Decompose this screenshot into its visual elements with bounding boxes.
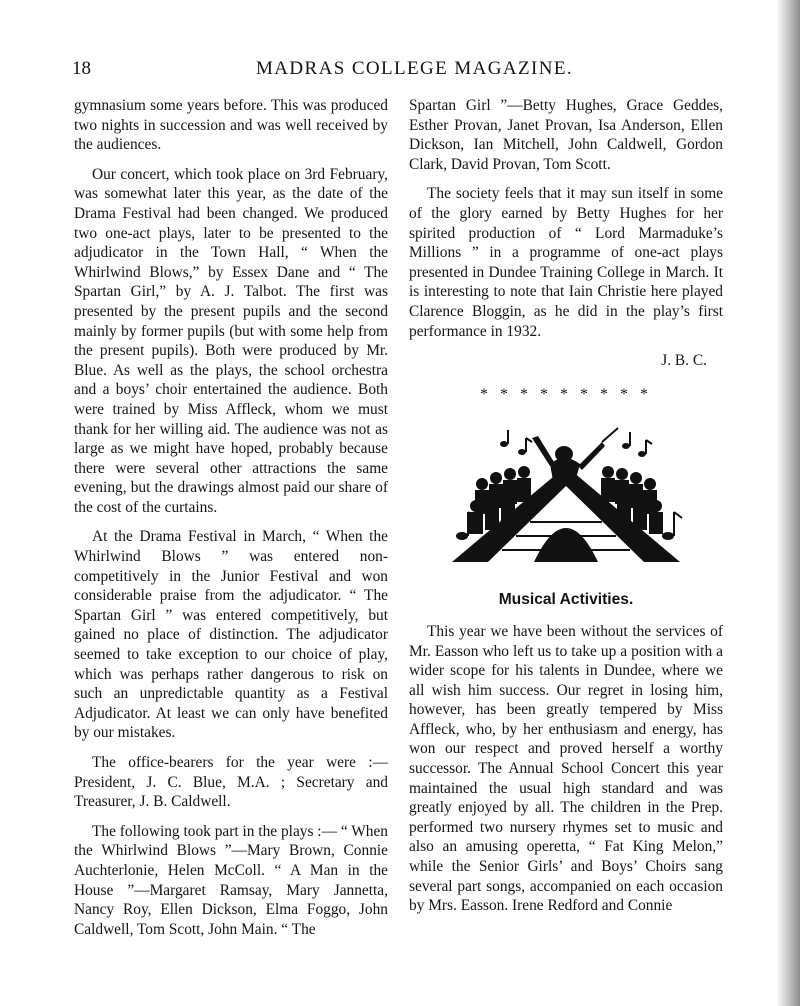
page-header xyxy=(72,58,722,82)
paragraph-society: The society feels that it may sun itself in some of the glory earned by Betty Hughes for her spirited production of “ Lord Marmaduke’s Millions ” in a programme of one-act plays presented in Dundee Training College in March. It is interesting to note that Iain Christie here played Clarence Bloggin, as he did in the play’s first performance in 1932. xyxy=(409,185,723,340)
left-column xyxy=(74,96,388,949)
asterisk-separator: * * * * * * * * * xyxy=(480,385,652,403)
page-edge-shadow xyxy=(776,0,800,1006)
paragraph-drama-festival: At the Drama Festival in March, “ When the Whirlwind Blows ” was entered non-competitively in the Junior Festival and won considerable praise from the adjudicator. “ The Spartan Girl ” was entered competitively, but gained no place of distinction. The adjudicator seemed to take exception to our choice of play, which was perhaps rather dangerous to risk on such an unpredictable quantity as a Festival Adjudicator. At least we can only have benefited by our mistakes. xyxy=(74,528,388,742)
conductor-and-choir-woodcut-icon xyxy=(442,424,690,564)
paragraph-spartan-cast: Spartan Girl ”—Betty Hughes, Grace Geddes, Esther Provan, Janet Provan, Isa Anderson, Ellen Dickson, Ian Mitchell, John Caldwell, Gordon Clark, David Provan, Tom Scott. xyxy=(409,97,723,173)
paragraph-musical-activities: This year we have been without the services of Mr. Easson who left us to take up a position with a wider scope for his talents in Dundee, where we all wish him success. Our regret in losing him, however, has been greatly tempered by Miss Affleck, who, by her enthusiasm and energy, has won our respect and proved herself a worthy successor. The Annual School Concert this year maintained the usual high standard and was greatly enjoyed by all. The children in the Prep. performed two nursery rhymes set to music and also an amusing operetta, “ Fat King Melon,” while the Senior Girls’ and Boys’ Choirs sang several part songs, accompanied on each occasion by Mrs. Easson. Irene Redford and Connie xyxy=(409,622,723,915)
signature: J. B. C. xyxy=(661,352,707,370)
paragraph-office-bearers: The office-bearers for the year were :— President, J. C. Blue, M.A. ; Secretary and Treasurer, J. B. Caldwell. xyxy=(74,754,388,811)
paragraph-cast-list: The following took part in the plays :— “ When the Whirlwind Blows ”—Mary Brown, Connie Auchterlonie, Helen McColl. “ A Man in the House ”—Margaret Ramsay, Mary Jannetta, Nancy Roy, Ellen Dickson, Elma Foggo, John Caldwell, Tom Scott, John Main. “ The xyxy=(74,822,388,938)
right-column xyxy=(409,96,723,926)
magazine-title: MADRAS COLLEGE MAGAZINE. xyxy=(256,58,574,79)
paragraph-gymnasium: gymnasium some years before. This was produced two nights in succession and was well received by the audiences. xyxy=(74,97,388,154)
page-number: 18 xyxy=(72,58,91,79)
section-heading-musical-activities: Musical Activities. xyxy=(498,591,634,609)
paragraph-concert: Our concert, which took place on 3rd February, was somewhat later this year, as the date of the Drama Festival had been changed. We produced two one-act plays, later to be presented to the adjudicator in the Town Hall, “ When the Whirlwind Blows,” by Essex Dane and “ The Spartan Girl,” by A. J. Talbot. The first was presented by the present pupils and the second mainly by former pupils (but with some help from the present pupils). Both were produced by Mr. Blue. As well as the plays, the school orchestra and a boys’ choir entertained the audience. Both were trained by Miss Affleck, whom we must thank for her willing aid. The audience was not as large as we might have hoped, probably because there were several other attractions the same evening, but the drawings almost paid our share of the cost of the curtains. xyxy=(74,165,388,516)
